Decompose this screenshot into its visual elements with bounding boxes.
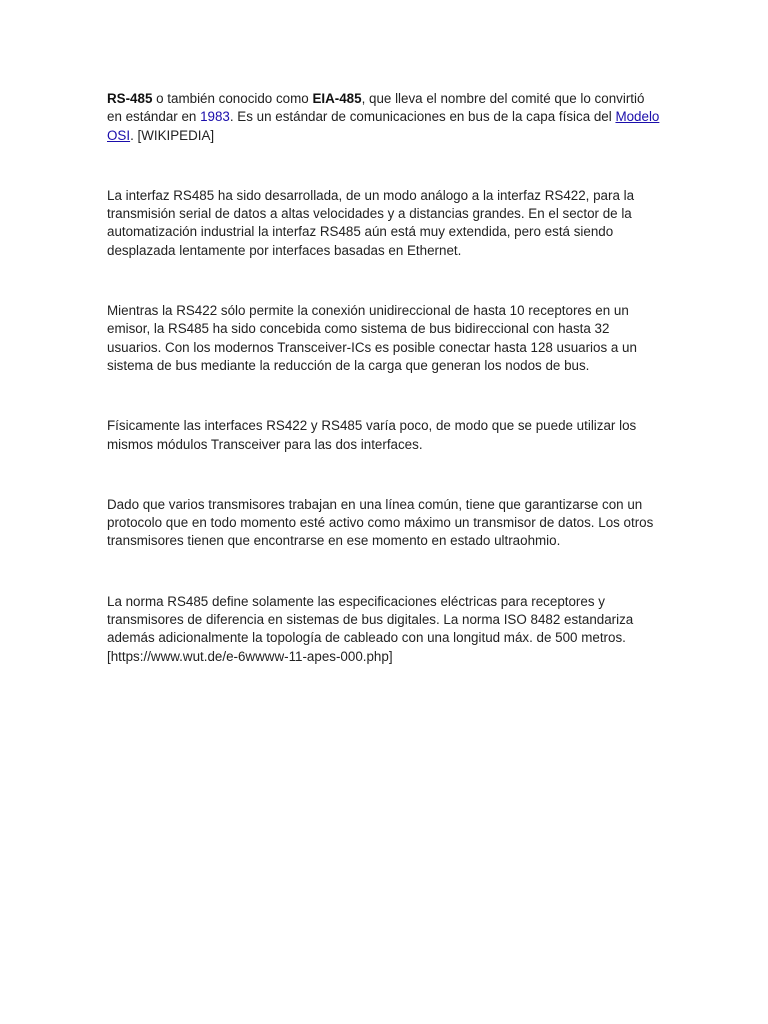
spacer	[107, 551, 663, 593]
spacer	[107, 375, 663, 417]
paragraph-development: La interfaz RS485 ha sido desarrollada, de un modo análogo a la interfaz RS422, para la transmisión serial de datos a altas velocidades y a distancias grandes. En el sector de la automatización industrial la interfaz RS485 aún está muy extendida, pero está siendo desplazada lentamente por interfaces basadas en Ethernet.	[107, 187, 635, 258]
year-link[interactable]: 1983	[200, 109, 230, 125]
spacer	[107, 454, 663, 496]
osi-model-link[interactable]: Modelo OSI	[107, 109, 660, 143]
paragraph-transmitters: Dado que varios transmisores trabajan en una línea común, tiene que garantizarse con un protocolo que en todo momento esté activo como máximo un transmisor de datos. Los otros transmisores tienen que encontrarse en ese momento en estado ultraohmio.	[107, 496, 654, 549]
intro-text-2: , que lleva el nombre del comité que lo convirtió en estándar en	[107, 91, 645, 125]
intro-text-1: o también conocido como	[152, 91, 313, 106]
term-rs485: RS-485	[107, 91, 153, 106]
paragraph-physical: Físicamente las interfaces RS422 y RS485 varía poco, de modo que se puede utilizar los mismos módulos Transceiver para las dos interfaces.	[107, 418, 637, 452]
intro-text-3: . Es un estándar de comunicaciones en bus de la capa física del	[229, 109, 616, 125]
document-body	[107, 90, 663, 666]
term-eia485: EIA-485	[312, 91, 362, 106]
paragraph-intro	[107, 90, 663, 145]
paragraph-receivers: Mientras la RS422 sólo permite la conexión unidireccional de hasta 10 receptores en un emisor, la RS485 ha sido concebida como sistema de bus bidireccional con hasta 32 usuarios. Con los modernos Transceiver-ICs es posible conectar hasta 128 usuarios a un sistema de bus mediante la reducción de la carga que generan los nodos de bus.	[107, 303, 637, 373]
intro-text-4: . [WIKIPEDIA]	[130, 127, 215, 143]
paragraph-standard: La norma RS485 define solamente las especificaciones eléctricas para receptores y transmisores de diferencia en sistemas de bus digitales. La norma ISO 8482 estandariza además adicionalmente la topología de cableado con una longitud máx. de 500 metros. [https://www.wut.de/e-6wwww-11-apes-000.php]	[107, 593, 634, 664]
spacer	[107, 260, 663, 302]
spacer	[107, 145, 663, 187]
